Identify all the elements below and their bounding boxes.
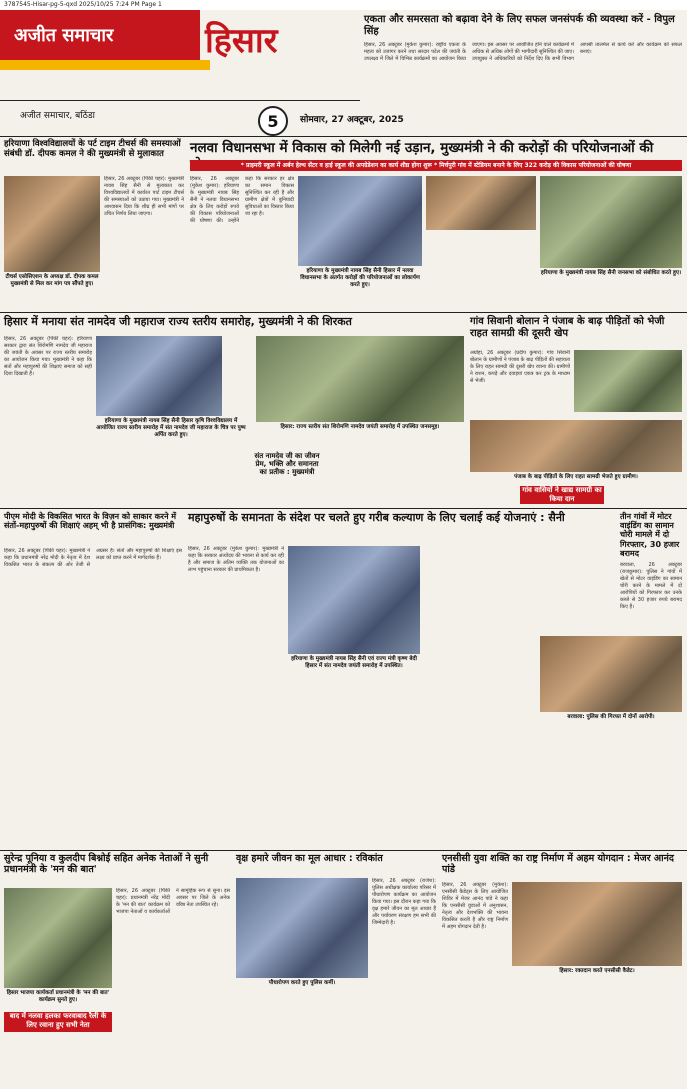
bottom-right-photo: [512, 882, 682, 966]
lead-caption-2: हरियाणा के मुख्यमंत्री नायब सिंह सैनी जनसभा को संबोधित करते हुए।: [540, 270, 682, 276]
lower-center-caption: हरियाणा के मुख्यमंत्री नायब सिंह सैनी एवं राज्य मंत्री कृष्ण बेदी हिसार में संत नामदेव जयंती समारोह में उपस्थित।: [291, 656, 417, 669]
middle-right-highlight-box: गांव वासियों ने खाद्य सामग्री का किया दान: [520, 486, 604, 504]
middle-left-headline: हिसार में मनाया संत नामदेव जी महाराज राज्य स्तरीय समारोह, मुख्यमंत्री ने की शिरकत: [4, 315, 352, 328]
middle-left-photo-1: [96, 336, 222, 416]
bottom-center-photo: [236, 878, 368, 978]
bottom-left-headline: सुरेन्द्र पूनिया व कुलदीप बिश्नोई सहित अनेक नेताओं ने सुनी प्रधानमंत्री के 'मन की बात': [4, 853, 209, 875]
top-right-headline: एकता और समरसता को बढ़ावा देने के लिए सफल जनसंपर्क की व्यवस्था करें - विपुल सिंह: [364, 14, 675, 37]
lower-center-headline: महापुरुषों के समानता के संदेश पर चलते हुए गरीब कल्याण के लिए चलाई कई योजनाएं : सैनी: [188, 511, 565, 524]
masthead-city: हिसार: [205, 21, 278, 61]
bottom-center-body: हिसार, 26 अक्टूबर (राजेश): पुलिस अधीक्षक कार्यालय परिसर में पौधारोपण कार्यक्रम का आयोजन किया गया। इस दौरान कहा गया कि वृक्ष हमारे जीवन का मूल आधार हैं और पर्यावरण संरक्षण हम सभी की जिम्मेदारी है।: [372, 878, 436, 926]
bottom-left-body: हिसार, 26 अक्टूबर (पिंकी चहर): प्रधानमंत्री नरेंद्र मोदी के 'मन की बात' कार्यक्रम को भाजपा नेताओं व कार्यकर्ताओं ने सामूहिक रूप से सुना। इस अवसर पर जिले के अनेक वरिष्ठ नेता उपस्थित रहे।: [116, 888, 230, 915]
lead-caption-1: हरियाणा के मुख्यमंत्री नायब सिंह सैनी हिसार में नलवा विधानसभा के अंतर्गत करोड़ों की परियोजनाओं का लोकार्पण करते हुए।: [300, 268, 420, 288]
file-header: 3787545-Hisar-pg-5-qxd 2025/10/25 7:24 PM Page 1: [0, 0, 687, 10]
lower-right-photo: [540, 636, 682, 712]
lead-body: हिसार, 26 अक्टूबर (मुकेश कुमार): हरियाणा के मुख्यमंत्री नायब सिंह सैनी ने नलवा विधानसभा क्षेत्र के लिए करोड़ों रुपये की विकास परियोजनाओं की घोषणा की। उन्होंने कहा कि सरकार हर क्षेत्र का समान विकास सुनिश्चित कर रही है और ग्रामीण क्षेत्रों में बुनियादी सुविधाओं का विस्तार किया जा रहा है।: [190, 176, 294, 224]
left-top-photo: [4, 176, 100, 272]
bottom-left-caption: हिसार भाजपा कार्यकर्ता प्रधानमंत्री के 'मन की बात' कार्यक्रम सुनते हुए।: [6, 990, 110, 1003]
left-top-body: हिसार, 26 अक्टूबर (पिंकी चहर): मुख्यमंत्री नायब सिंह सैनी से मुलाकात कर विश्वविद्यालयों में कार्यरत पार्ट टाइम टीचर्स की समस्याओं को उठाया गया। मुख्यमंत्री ने आश्वासन दिया कि शीघ्र ही सभी मांगों पर उचित निर्णय लिया जाएगा।: [104, 176, 184, 217]
masthead-divider: [0, 100, 360, 101]
middle-left-caption-2: हिसार: राज्य स्तरीय संत शिरोमणि नामदेव जयंती समारोह में उपस्थित जनसमूह।: [280, 424, 440, 430]
middle-right-caption: पंजाब के बाढ़ पीड़ितों के लिए राहत सामग्री भेजते हुए ग्रामीण।: [514, 474, 638, 480]
middle-left-body: हिसार, 26 अक्टूबर (पिंकी चहर): हरियाणा सरकार द्वारा संत शिरोमणि नामदेव जी महाराज की जयंती के अवसर पर राज्य स्तरीय समारोह का आयोजन किया गया। मुख्यमंत्री ने कहा कि संतों और महापुरुषों की शिक्षाएं समाज को सही दिशा दिखाती हैं।: [4, 336, 92, 377]
lead-strap: * प्राइमरी स्कूल में अर्बन हेल्थ सेंटर व हाई स्कूल की अपग्रेडेशन का कार्य शीघ्र होगा शुरू * मिर्चपुरी गांव में स्टेडियम बनाने के लिए 322 करोड़ की विकास परियोजनाओं की घोषणा: [190, 160, 682, 171]
date-line: सोमवार, 27 अक्टूबर, 2025: [300, 115, 404, 125]
bottom-center-headline: वृक्ष हमारे जीवन का मूल आधार : रविकांत: [236, 853, 383, 864]
lower-right-headline: तीन गांवों में मोटर वाइंडिंग का सामान चोरी मामले में दो गिरफ्तार, 30 हजार बरामद: [620, 512, 680, 558]
bottom-right-body: हिसार, 26 अक्टूबर (मुकेश): एनसीसी कैडेट्स के लिए आयोजित शिविर में मेजर आनंद पांडे ने कहा कि एनसीसी युवाओं में अनुशासन, नेतृत्व और देशभक्ति की भावना विकसित करती है और राष्ट्र निर्माण में अहम योगदान देती है।: [442, 882, 508, 930]
lead-photo-2: [426, 176, 536, 230]
lower-center-body: हिसार, 26 अक्टूबर (मुकेश कुमार): मुख्यमंत्री ने कहा कि सरकार अंत्योदय की भावना से कार्य कर रही है और समाज के अंतिम व्यक्ति तक योजनाओं का लाभ पहुंचाना सरकार की प्राथमिकता है।: [188, 546, 284, 573]
lead-headline: नलवा विधानसभा में विकास को मिलेगी नई उड़ान, मुख्यमंत्री ने की करोड़ों की परियोजनाओं की: [190, 140, 654, 156]
middle-left-subhead: संत नामदेव जी का जीवन प्रेम, भक्ति और समानता का प्रतीक : मुख्यमंत्री: [254, 452, 320, 477]
left-top-caption: टीचर्स एसोसिएशन के अध्यक्ष डॉ. दीपक कमल मुख्यमंत्री से मिल कर मांग पत्र सौंपते हुए।: [5, 274, 99, 287]
lower-right-caption: बरवाला: पुलिस की गिरफ्त में दोनों आरोपी।: [567, 714, 655, 720]
lower-center-photo: [288, 546, 420, 654]
section-divider: [0, 850, 687, 851]
top-right-body: हिसार, 26 अक्टूबर (मुकेश कुमार): राष्ट्रीय एकता के महत्व को उजागर करने तथा सरदार पटेल की जयंती के उपलक्ष्य में जिले में विभिन्न कार्यक्रमों का आयोजन किया जाएगा। इस अवसर पर आयोजित होने वाले कार्यक्रमों में अधिक से अधिक लोगों की भागीदारी सुनिश्चित की जाए। उपायुक्त ने अधिकारियों को निर्देश दिए कि सभी विभाग आपसी तालमेल से कार्य करें और कार्यक्रम को सफल बनाएं।: [364, 42, 682, 62]
middle-left-photo-2: [256, 336, 464, 422]
lower-right-body: बरवाला, 26 अक्टूबर (राजकुमार): पुलिस ने गांवों में खेतों से मोटर वाइंडिंग का सामान चोरी करने के मामले में दो आरोपियों को गिरफ्तार कर उनके कब्जे से 30 हजार रुपये बरामद किए हैं।: [620, 562, 682, 610]
brand-stripe: [0, 60, 210, 70]
lower-left-body: हिसार, 26 अक्टूबर (पिंकी चहर): मुख्यमंत्री ने कहा कि प्रधानमंत्री नरेंद्र मोदी के नेतृत्व में देश विकसित भारत के संकल्प की ओर तेजी से अग्रसर है। संतों और महापुरुषों की शिक्षाएं इस लक्ष्य को प्राप्त करने में मार्गदर्शक हैं।: [4, 548, 182, 568]
section-divider: [0, 136, 687, 137]
lower-left-headline: पीएम मोदी के विकसित भारत के विज़न को साकार करने में संतों-महापुरुषों की शिक्षाएं अहम् भी है प्रासंगिक: मुख्यमंत्री: [4, 512, 177, 531]
middle-right-photo-2: [470, 420, 682, 472]
source-line: अजीत समाचार, बठिंडा: [20, 111, 95, 121]
brand-logo: अजीत समाचार: [0, 10, 200, 60]
page-number: 5: [258, 106, 288, 136]
bottom-left-highlight-box: बाद में नलवा हलका फरवाबाद रैली के लिए रवाना हुए सभी नेता: [4, 1012, 112, 1032]
bottom-left-photo: [4, 888, 112, 988]
bottom-right-caption: हिसार: रक्तदान करते एनसीसी कैडेट।: [559, 968, 635, 974]
bottom-right-headline: एनसीसी युवा शक्ति का राष्ट्र निर्माण में अहम योगदान : मेजर आनंद पांडे: [442, 853, 674, 875]
middle-right-headline: गांव सिवानी बोलान ने पंजाब के बाढ़ पीड़ितों को भेजी राहत सामग्री की दूसरी खेप: [470, 316, 665, 339]
bottom-center-caption: पौधारोपण करते हुए पुलिस कर्मी।: [268, 980, 336, 986]
lead-photo-1: [298, 176, 422, 266]
section-divider: [0, 508, 687, 509]
section-divider: [0, 312, 687, 313]
middle-right-body: अग्रोहा, 26 अक्टूबर (प्रदीप कुमार): गांव सिवानी बोलान के ग्रामीणों ने पंजाब के बाढ़ पीड़ितों की सहायता के लिए राहत सामग्री की दूसरी खेप रवाना की। ग्रामीणों ने राशन, कपड़े और दवाइयां एकत्र कर ट्रक के माध्यम से भेजीं।: [470, 350, 570, 384]
lead-photo-3: [540, 176, 682, 268]
middle-right-photo-1: [574, 350, 682, 412]
middle-left-caption-1: हरियाणा के मुख्यमंत्री नायब सिंह सैनी हिसार कृषि विश्वविद्यालय में आयोजित राज्य स्तरीय समारोह में संत नामदेव जी महाराज के चित्र पर पुष्प अर्पित करते हुए।: [96, 418, 246, 438]
left-top-headline: हरियाणा विश्वविद्यालयों के पर्ट टाइम टीचर्स की समस्याओं संबंधी डॉ. दीपक कमल ने की मुख्यमंत्री से मुलाकात: [4, 139, 181, 159]
